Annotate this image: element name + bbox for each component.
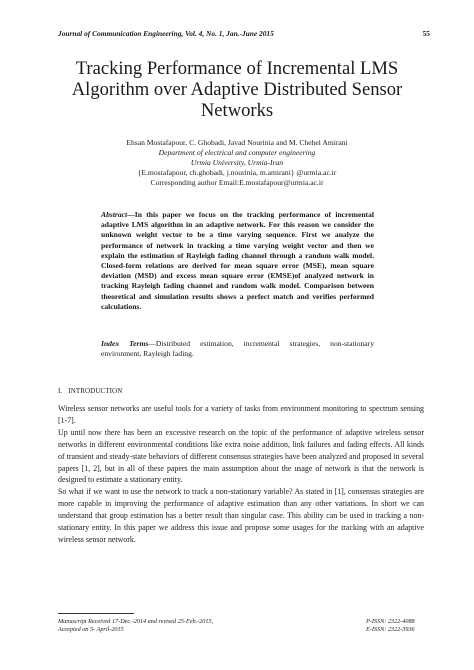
index-terms-label: Index Terms: [101, 339, 149, 348]
index-terms-text: —Distributed estimation, incremental strategies, non-stationary environment, Rayleigh fading.: [101, 339, 375, 358]
section-heading: [58, 387, 122, 395]
author-department: Department of electrical and computer engineering: [158, 148, 316, 157]
index-terms: [101, 339, 374, 359]
paragraph: Up until now there has been an excessive research on the topic of the performance of adaptive wireless sensor networks in different environmental conditions like extra noise addition, link failures and fading effects. All kinds of transient and steady-state behaviors of different consensus strategies have been analyzed and proposed in several papers [1, 2], but in all of these papers the main assumption about the usage of network is that the network is designed to estimate a stationary entity.: [58, 427, 424, 485]
abstract-text: —In this paper we focus on the tracking performance of incremental adaptive LMS algorithm in an adaptive network. For this reason we consider the unknown weight vector to be a time varying sequence. First we analyze the performance of network in tracking a time varying weight vector and then we explain the estimation of Rayleigh fading channel through a random walk model. Closed-form relations are derived for mean square error (MSE), mean square deviation (MSD) and excess mean square error (EMSE)of analyzed network in tracking Rayleigh fading channel and random walk model. Comparison between theoretical and simulation results shows a perfect match and verifies performed calculations.: [101, 210, 374, 311]
footnote-rule: [58, 613, 134, 614]
abstract: [101, 210, 374, 312]
title-line: Networks: [200, 100, 274, 121]
paragraph: So what if we want to use the network to track a non-stationary variable? As stated in [1], consensus strategies are more capable in improving the performance of adaptive estimation than any other variations. In short we can understand that group estimation has a better result than singular case. This ability can be used in tracking a non-stationary entity. In this paper we address this issue and propose some usages for the tracking with an adaptive wireless sensor network.: [58, 487, 424, 544]
accepted-date: Accepted on 5- April-2015: [58, 626, 124, 634]
manuscript-dates: [58, 618, 213, 635]
author-block: [40, 138, 434, 188]
p-issn: P-ISSN: 2322-4088: [366, 618, 415, 625]
title-line: Algorithm over Adaptive Distributed Sensor: [71, 79, 403, 100]
paper-title: [40, 58, 434, 121]
journal-header: Journal of Communication Engineering, Vol. 4, No. 1, Jan.-June 2015: [58, 29, 274, 38]
section-title: INTRODUCTION: [68, 387, 123, 395]
abstract-label: Abstract: [101, 210, 128, 219]
e-issn: E-ISSN: 2322-3936: [366, 626, 415, 634]
section-body: [58, 403, 424, 546]
author-university: Urmia University, Urmia-Iran: [190, 158, 284, 167]
received-date: Manuscript Received 17-Dec.-2014 and revised 25-Feb.-2015,: [58, 618, 214, 625]
title-line: Tracking Performance of Incremental LMS: [75, 58, 399, 79]
author-emails: {E.mostafapour, ch.ghobadi, j.nourinia, m.amirani} @urmia.ac.ir: [137, 168, 337, 177]
issn-info: [366, 618, 415, 635]
section-number: I.: [58, 387, 63, 395]
page-number: 55: [422, 29, 430, 38]
paragraph: Wireless sensor networks are useful tools for a variety of tasks from environment monitoring to spectrum sensing [1-7].: [58, 404, 424, 425]
corresponding-author: Corresponding author Email:E.mostafapour@urmia.ac.ir: [150, 178, 324, 187]
author-names: Ehsan Mostafapour, C. Ghobadi, Javad Nourinia and M. Chehel Amirani: [126, 138, 348, 147]
